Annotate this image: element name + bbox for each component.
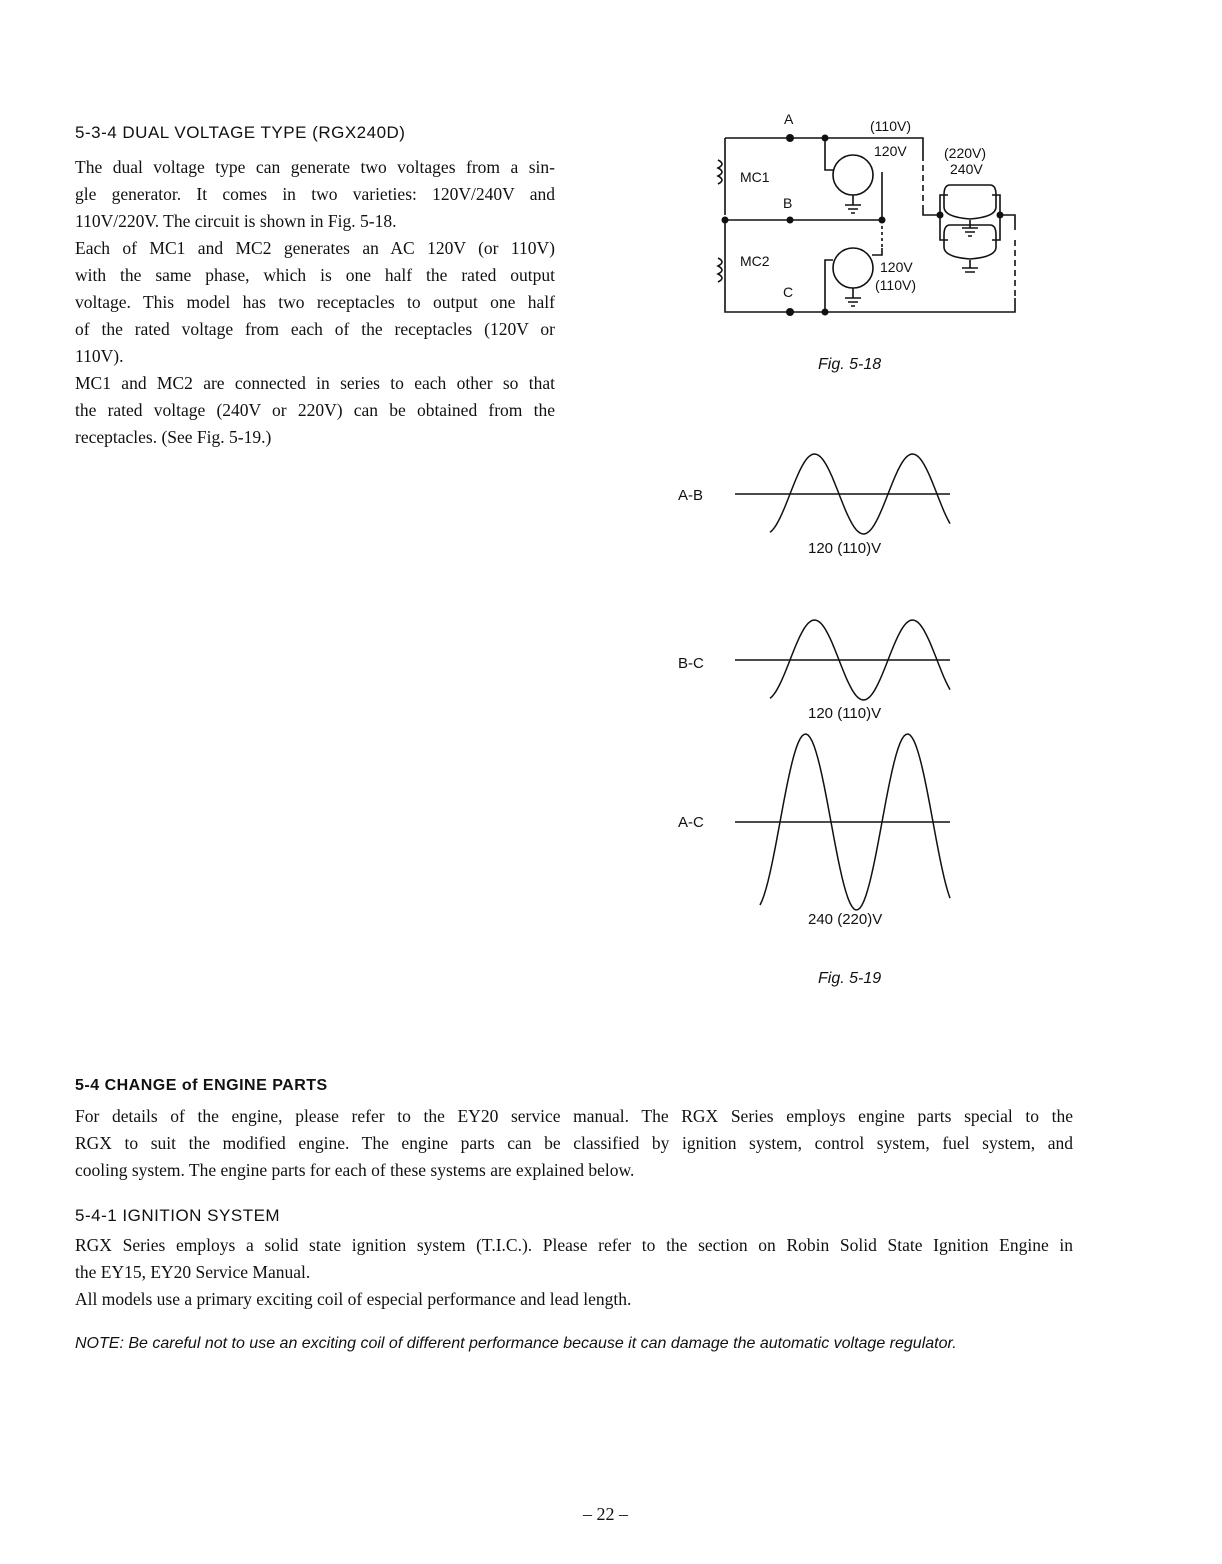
page-number: – 22 –	[583, 1504, 628, 1524]
voltage-120-low: 120V	[880, 259, 913, 275]
wave-value-b-c: 120 (110)V	[808, 705, 882, 722]
paragraph-line: 110V).	[75, 346, 124, 366]
paragraph-line: RGX Series employs a solid state ignition system (T.I.C.). Please refer to the section on Robin Solid State Ignition Engine in	[75, 1235, 1073, 1255]
wave-value-a-b: 120 (110)V	[808, 540, 882, 557]
section-heading-5-4: 5-4 CHANGE of ENGINE PARTS	[75, 1077, 328, 1094]
note-text: NOTE: Be careful not to use an exciting coil of different performance because it can damage the automatic voltage regulator.	[75, 1335, 957, 1352]
paragraph-line: gle generator. It comes in two varieties: 120V/240V and	[75, 184, 555, 204]
node-c-label: C	[783, 284, 794, 300]
wave-label-b-c: B-C	[678, 655, 704, 672]
paragraph-line: Each of MC1 and MC2 generates an AC 120V (or 110V)	[75, 238, 555, 258]
wave-value-a-c: 240 (220)V	[808, 911, 883, 928]
voltage-110-top: (110V)	[870, 118, 911, 134]
mc1-label: MC1	[740, 169, 770, 185]
paragraph-line: receptacles. (See Fig. 5-19.)	[75, 427, 272, 447]
fig-5-18-caption: Fig. 5-18	[818, 356, 882, 373]
section-heading-5-3-4: 5-3-4 DUAL VOLTAGE TYPE (RGX240D)	[75, 123, 406, 142]
voltage-240: 240V	[950, 161, 983, 177]
paragraph-line: All models use a primary exciting coil of especial performance and lead length.	[75, 1289, 632, 1309]
paragraph-line: of the rated voltage from each of the receptacles (120V or	[75, 319, 555, 339]
paragraph-line: 110V/220V. The circuit is shown in Fig. 5-18.	[75, 211, 397, 231]
mc2-label: MC2	[740, 253, 770, 269]
fig-5-19-caption: Fig. 5-19	[818, 970, 882, 987]
paragraph-line: MC1 and MC2 are connected in series to each other so that	[75, 373, 555, 393]
voltage-110-low: (110V)	[875, 277, 916, 293]
paragraph-line: cooling system. The engine parts for each of these systems are explained below.	[75, 1160, 635, 1180]
voltage-220: (220V)	[944, 145, 987, 161]
paragraph-line: The dual voltage type can generate two voltages from a sin-	[75, 157, 555, 177]
paragraph-line: voltage. This model has two receptacles to output one half	[75, 292, 555, 312]
wave-label-a-b: A-B	[678, 487, 704, 504]
paragraph-line: For details of the engine, please refer to the EY20 service manual. The RGX Series employs engine parts special to the	[75, 1106, 1073, 1126]
section-heading-5-4-1: 5-4-1 IGNITION SYSTEM	[75, 1206, 281, 1225]
node-b-label: B	[783, 195, 793, 211]
paragraph-line: the rated voltage (240V or 220V) can be obtained from the	[75, 400, 555, 420]
paragraph-line: with the same phase, which is one half the rated output	[75, 265, 555, 285]
node-a-label: A	[784, 111, 794, 127]
wave-label-a-c: A-C	[678, 814, 704, 831]
paragraph-line: RGX to suit the modified engine. The engine parts can be classified by ignition system, control system, fuel system, and	[75, 1133, 1073, 1153]
voltage-120-top: 120V	[874, 143, 907, 159]
paragraph-line: the EY15, EY20 Service Manual.	[75, 1262, 311, 1282]
